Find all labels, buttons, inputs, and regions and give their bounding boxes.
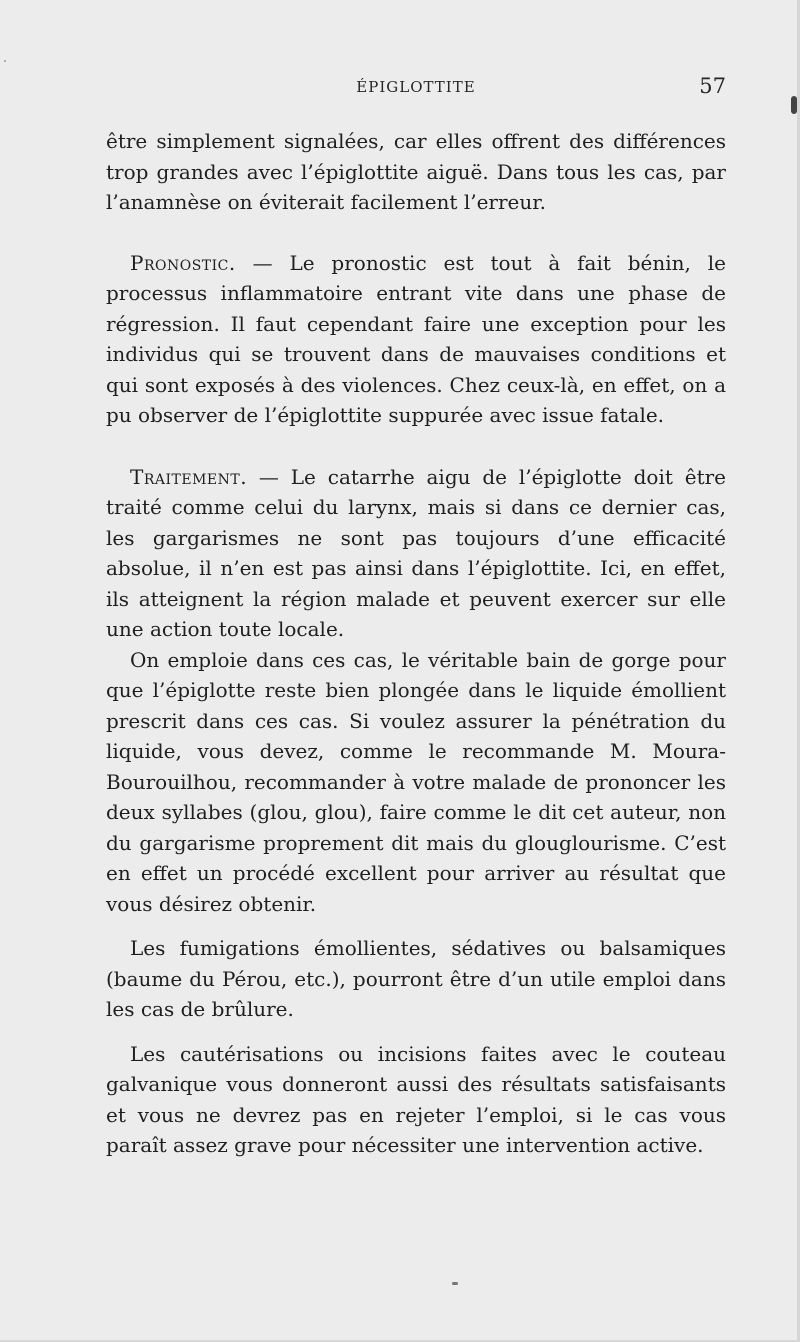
paragraph-prognosis <box>106 248 726 431</box>
section-label-traitement: Traitement. <box>130 464 248 489</box>
prognosis-text: — Le pronostic est tout à fait bénin, le processus inflammatoire entrant vite dans une phase de régression. Il faut cependant faire une exception pour les individus qui se trouvent dans de mauvaises conditions et qui sont exposés à des violences. Chez ceux-là, en effet, on a pu observer de l’épiglottite suppurée avec issue fatale. <box>106 250 726 427</box>
paragraph-fumigations: Les fumigations émollientes, sédatives ou balsamiques (baume du Pérou, etc.), pourront être d’un utile emploi dans les cas de brûlure. <box>106 936 726 1021</box>
page-number: 57 <box>699 74 726 98</box>
paragraph-continuation: être simplement signalées, car elles offrent des différences trop grandes avec l’épiglottite aiguë. Dans tous les cas, par l’anamnèse on éviterait facilement l’erreur. <box>106 129 726 214</box>
treatment-text: — Le catarrhe aigu de l’épiglotte doit être traité comme celui du larynx, mais si dans ce dernier cas, les gargarismes ne sont pas toujours d’une efficacité absolue, il n’en est pas ainsi dans l’épiglottite. Ici, en effet, ils atteignent la région malade et peuvent exercer sur elle une action toute locale. <box>106 464 726 641</box>
scan-speck <box>4 60 6 62</box>
section-label-pronostic: Pronostic. <box>130 250 236 275</box>
page-body <box>106 126 726 1161</box>
page-edge-mark <box>791 96 797 114</box>
running-title: ÉPIGLOTTITE <box>356 78 476 96</box>
paragraph-treatment <box>106 462 726 645</box>
paragraph-gargle: On emploie dans ces cas, le véritable bain de gorge pour que l’épiglotte reste bien plongée dans le liquide émollient prescrit dans ces cas. Si voulez assurer la pénétration du liquide, vous devez, comme le recommande M. Moura-Bourouilhou, recommander à votre malade de prononcer les deux syllabes (glou, glou), faire comme le dit cet auteur, non du gargarisme proprement dit mais du glouglourisme. C’est en effet un procédé excellent pour arriver au résultat que vous désirez obtenir. <box>106 647 726 916</box>
running-head <box>106 74 726 100</box>
scan-speck <box>452 1282 458 1285</box>
paragraph-cauterisation: Les cautérisations ou incisions faites avec le couteau galvanique vous donneront aussi des résultats satisfaisants et vous ne devrez pas en rejeter l’emploi, si le cas vous paraît assez grave pour nécessiter une intervention active. <box>106 1041 726 1157</box>
